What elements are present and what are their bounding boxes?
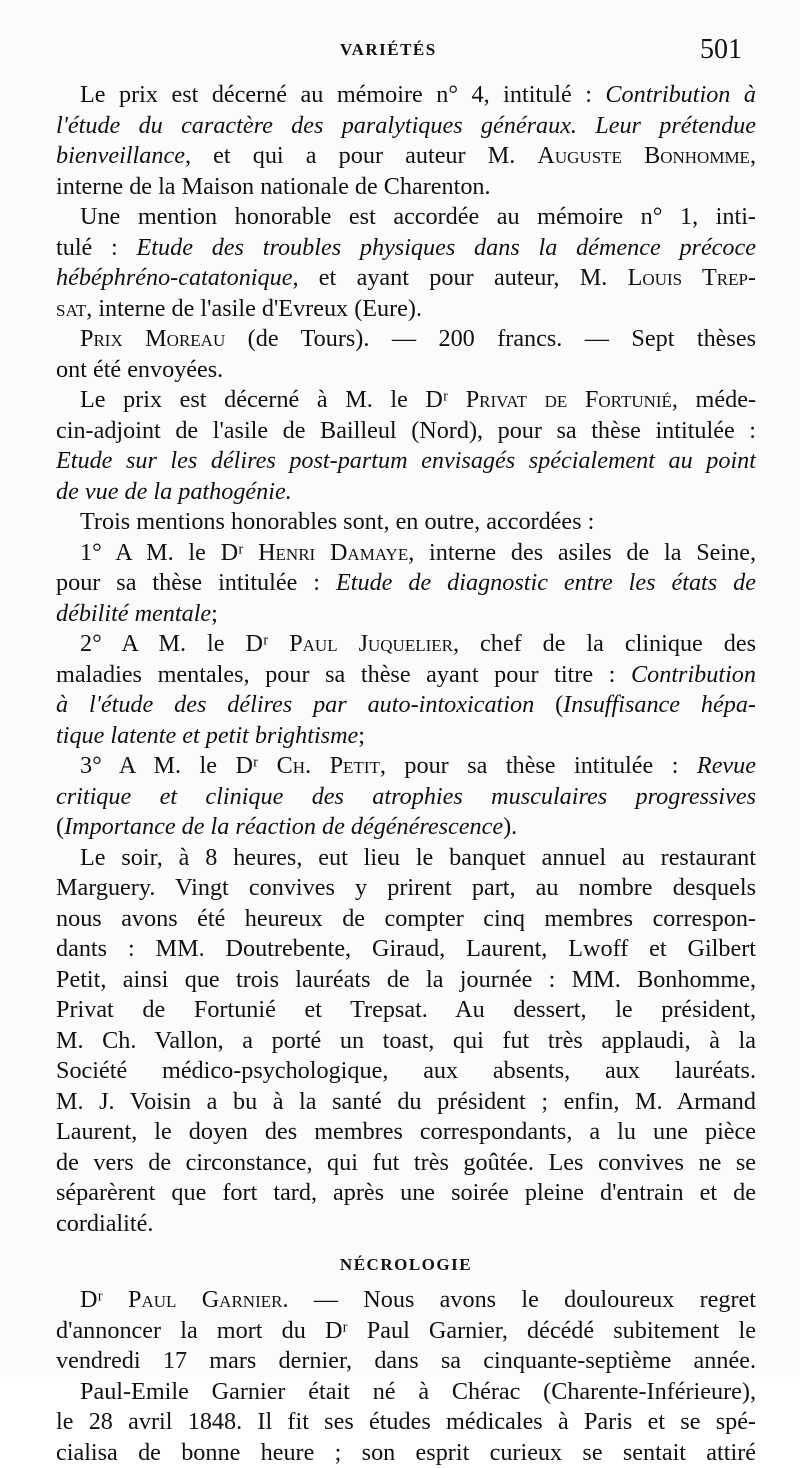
text-run: bienveillance [56, 142, 185, 169]
text-run: Paul Juquelier [289, 630, 453, 657]
text-run: ( [56, 813, 64, 840]
text-line [56, 385, 756, 416]
text-run: cordialité. [56, 1210, 153, 1237]
text-run: critique et clinique des atrophies musculaires progressives [56, 783, 756, 810]
body-text [56, 80, 756, 1468]
text-line [56, 1407, 756, 1438]
text-run: Paul-Emile Garnier était né à Chérac (Charente-Inférieure), [80, 1378, 756, 1405]
prize-announcements [56, 80, 756, 1239]
text-line [56, 1316, 756, 1347]
text-line [56, 873, 756, 904]
text-run: , pour sa thèse intitulée : [380, 752, 697, 779]
text-run: , chef de la clinique des [453, 630, 756, 657]
text-run: . — Nous avons le douloureux regret [282, 1286, 756, 1313]
text-line [56, 1178, 756, 1209]
text-run: Louis Trep- [628, 264, 756, 291]
text-run: d'annoncer la mort du Dʳ Paul Garnier, décédé subitement le [56, 1317, 756, 1344]
text-line [56, 1117, 756, 1148]
text-line [56, 782, 756, 813]
text-run: Société médico-psychologique, aux absents, aux lauréats. [56, 1057, 756, 1084]
text-run: hébéphréno-catatonique [56, 264, 292, 291]
text-run: , et ayant pour auteur, M. [292, 264, 627, 291]
text-line [56, 995, 756, 1026]
text-run: Trois mentions honorables sont, en outre, accordées : [80, 508, 594, 535]
text-line [56, 904, 756, 935]
text-run: , interne de l'asile d'Evreux (Eure). [86, 295, 422, 322]
text-line [56, 1438, 756, 1468]
text-run: Marguery. Vingt convives y prirent part, au nombre desquels [56, 874, 756, 901]
text-run: Revue [697, 752, 756, 779]
text-run: Une mention honorable est accordée au mémoire n° 1, inti- [80, 203, 756, 230]
text-line [56, 294, 756, 325]
text-run: Auguste Bonhomme [537, 142, 750, 169]
text-run: pour sa thèse intitulée : [56, 569, 336, 596]
text-run: Contribution [631, 661, 756, 688]
text-line [56, 1087, 756, 1118]
text-run: Dʳ [80, 1286, 128, 1313]
text-line [56, 80, 756, 111]
text-run: débilité mentale [56, 600, 211, 627]
text-run: Etude des troubles physiques dans la démence précoce [137, 234, 756, 261]
text-line [56, 355, 756, 386]
text-line [56, 324, 756, 355]
text-run: Contribution à [605, 81, 756, 108]
text-line [56, 538, 756, 569]
text-line [56, 751, 756, 782]
text-line [56, 568, 756, 599]
running-header [0, 34, 800, 74]
text-run: ont été envoyées. [56, 356, 223, 383]
text-run: cin-adjoint de l'asile de Bailleul (Nord), pour sa thèse intitulée : [56, 417, 756, 444]
text-line [56, 141, 756, 172]
text-line [56, 660, 756, 691]
text-run: interne de la Maison nationale de Charenton. [56, 173, 491, 200]
text-run: , et qui a pour auteur M. [185, 142, 537, 169]
text-line [56, 1346, 756, 1377]
text-line [56, 507, 756, 538]
text-run: l'étude du caractère des paralytiques généraux. Leur prétendue [56, 112, 756, 139]
text-line [56, 1026, 756, 1057]
text-line [56, 233, 756, 264]
text-run: Paul Garnier [128, 1286, 282, 1313]
text-run: maladies mentales, pour sa thèse ayant pour titre : [56, 661, 631, 688]
text-line [56, 477, 756, 508]
text-run: , interne des asiles de la Seine, [408, 539, 756, 566]
text-line [56, 629, 756, 660]
section-title: VARIÉTÉS [340, 40, 437, 60]
text-line [56, 965, 756, 996]
text-run: Privat de Fortunié [466, 386, 672, 413]
text-line [56, 1285, 756, 1316]
text-run: M. Ch. Vallon, a porté un toast, qui fut très applaudi, à la [56, 1027, 756, 1054]
text-run: sat [56, 295, 86, 322]
text-run: Prix Moreau [80, 325, 225, 352]
text-line [56, 690, 756, 721]
text-line [56, 111, 756, 142]
section-heading-necrologie: NÉCROLOGIE [56, 1239, 756, 1285]
text-run: à l'étude des délires par auto-intoxication [56, 691, 534, 718]
text-line [56, 1056, 756, 1087]
text-run: Importance de la réaction de dégénérescence [64, 813, 503, 840]
text-line [56, 416, 756, 447]
text-run: Etude de diagnostic entre les états de [336, 569, 756, 596]
text-run: Etude sur les délires post-partum envisagés spécialement au point [56, 447, 756, 474]
text-run: , [750, 142, 756, 169]
text-run: Ch. Petit [277, 752, 380, 779]
text-line [56, 934, 756, 965]
text-run: Privat de Fortunié et Trepsat. Au dessert, le président, [56, 996, 756, 1023]
text-line [56, 172, 756, 203]
text-line [56, 263, 756, 294]
text-run: M. J. Voisin a bu à la santé du président ; enfin, M. Armand [56, 1088, 756, 1115]
text-run: (de Tours). — 200 francs. — Sept thèses [225, 325, 756, 352]
text-run: 2° A M. le Dʳ [80, 630, 289, 657]
text-run: Insuffisance hépa- [563, 691, 756, 718]
text-run: Petit, ainsi que trois lauréats de la journée : MM. Bonhomme, [56, 966, 756, 993]
text-run: ; [358, 722, 365, 749]
text-line [56, 1148, 756, 1179]
text-line [56, 1377, 756, 1408]
text-run: séparèrent que fort tard, après une soirée pleine d'entrain et de [56, 1179, 756, 1206]
text-run: de vers de circonstance, qui fut très goûtée. Les convives ne se [56, 1149, 756, 1176]
page-number: 501 [700, 34, 742, 66]
text-line [56, 202, 756, 233]
text-run: nous avons été heureux de compter cinq membres correspon- [56, 905, 756, 932]
text-run: Laurent, le doyen des membres correspondants, a lu une pièce [56, 1118, 756, 1145]
text-run: Henri Damaye [258, 539, 408, 566]
text-run: ). [503, 813, 517, 840]
text-run: Le prix est décerné à M. le Dʳ [80, 386, 466, 413]
text-run: 1° A M. le Dʳ [80, 539, 258, 566]
text-line [56, 721, 756, 752]
text-run: tulé : [56, 234, 137, 261]
text-line [56, 843, 756, 874]
text-run: dants : MM. Doutrebente, Giraud, Laurent, Lwoff et Gilbert [56, 935, 756, 962]
text-run: Le soir, à 8 heures, eut lieu le banquet annuel au restaurant [80, 844, 756, 871]
text-run: , méde- [672, 386, 756, 413]
text-run: le 28 avril 1848. Il fit ses études médicales à Paris et se spé- [56, 1408, 756, 1435]
text-line [56, 599, 756, 630]
text-line [56, 812, 756, 843]
text-run: vendredi 17 mars dernier, dans sa cinquante-septième année. [56, 1347, 756, 1374]
text-run: de vue de la pathogénie. [56, 478, 292, 505]
text-run: ; [211, 600, 218, 627]
text-line [56, 446, 756, 477]
text-run: tique latente et petit brightisme [56, 722, 358, 749]
text-run: Le prix est décerné au mémoire n° 4, intitulé : [80, 81, 605, 108]
text-run: 3° A M. le Dʳ [80, 752, 277, 779]
text-run: ( [534, 691, 563, 718]
text-run: cialisa de bonne heure ; son esprit curieux se sentait attiré [56, 1439, 756, 1466]
text-line [56, 1209, 756, 1240]
